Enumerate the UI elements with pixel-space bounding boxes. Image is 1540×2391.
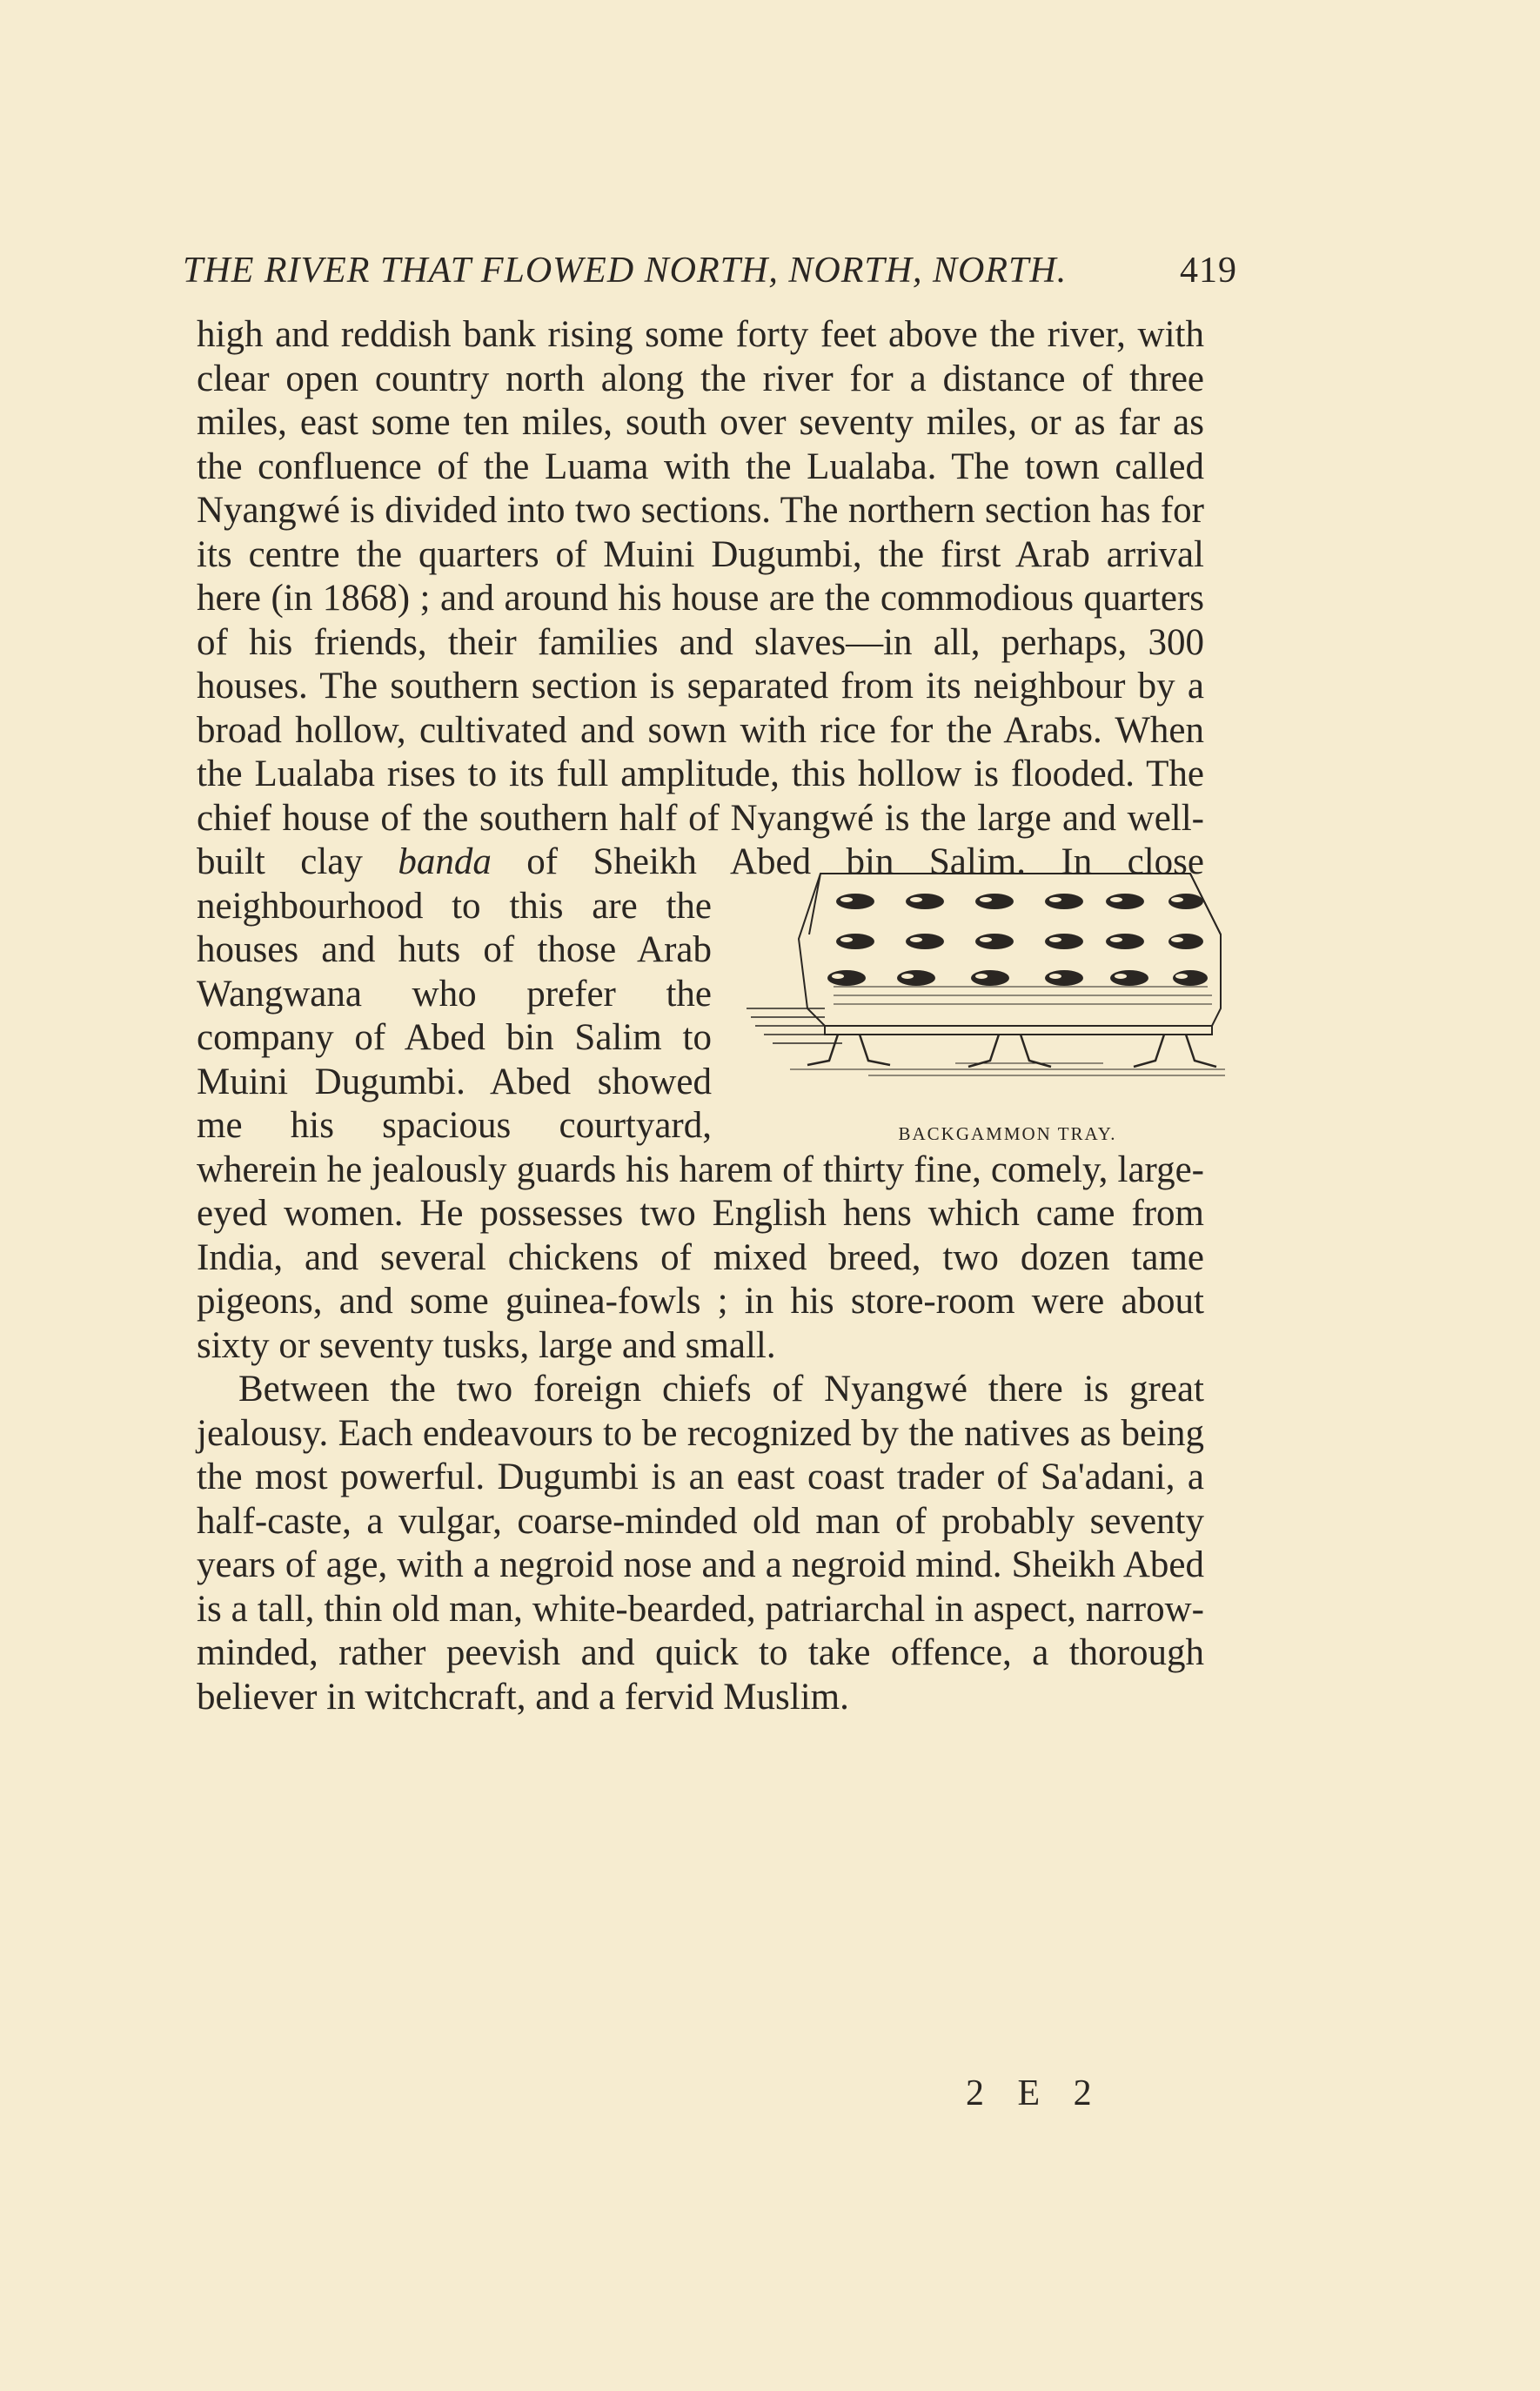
paragraph-2: Between the two foreign chiefs of Nyangwé there is great jealousy. Each endeavours to be recognized by the natives as being the most powerful. Dugumbi is an east coast trader of Sa'adani, a half-caste, a vulgar, coarse-minded old man of probably seventy years of age, with a negroid nose and a negroid mind. Sheikh Abed is a tall, thin old man, white-bearded, patriarchal in aspect, narrow-minded, rather peevish and quick to take offence, a thorough believer in witchcraft, and a fervid Muslim. (197, 1369, 1204, 1718)
backgammon-tray-figure (738, 847, 1225, 1144)
paragraph-1-text-b: of Sheikh Abed bin Salim. In close neighbourhood to this are the houses and huts of those Arab Wangwana who prefer the company of Abed bin Salim to Muini Dugumbi. Abed showed me his spacious courtyard, wherein he jealously guards his harem of thirty fine, comely, large-eyed women. He possesses two English hens which came from India, and several chickens of mixed breed, two dozen tame pigeons, and some guinea-fowls ; in his store-room were about sixty or seventy tusks, large and small. (197, 841, 1204, 1366)
body-text (197, 313, 1204, 1719)
running-head (183, 249, 1237, 292)
backgammon-tray-illustration (738, 847, 1225, 1108)
running-head-title: THE RIVER THAT FLOWED NORTH, NORTH, NORTH. (183, 251, 1068, 291)
paragraph-1 (197, 313, 1204, 1368)
italic-word-banda: banda (398, 841, 492, 882)
figure-caption: BACKGAMMON TRAY. (898, 1123, 1117, 1144)
paragraph-1-text-a: high and reddish bank rising some forty feet above the river, with clear open country north along the river for a distance of three miles, east some ten miles, south over seventy miles, or as far as the confluence of the Luama with the Lualaba. The town called Nyangwé is divided into two sections. The northern section has for its centre the quarters of Muini Dugumbi, the first Arab arrival here (in 1868) ; and around his house are the commodious quarters of his friends, their families and slaves—in all, perhaps, 300 houses. The southern section is separated from its neighbour by a broad hollow, cultivated and sown with rice for the Arabs. When the Lualaba rises to its full amplitude, this hollow is flooded. The chief house of the southern half of Nyangwé is the large and well-built clay (197, 314, 1204, 882)
printer-signature: 2 E 2 (966, 2073, 1104, 2113)
page-number: 419 (1180, 251, 1237, 291)
